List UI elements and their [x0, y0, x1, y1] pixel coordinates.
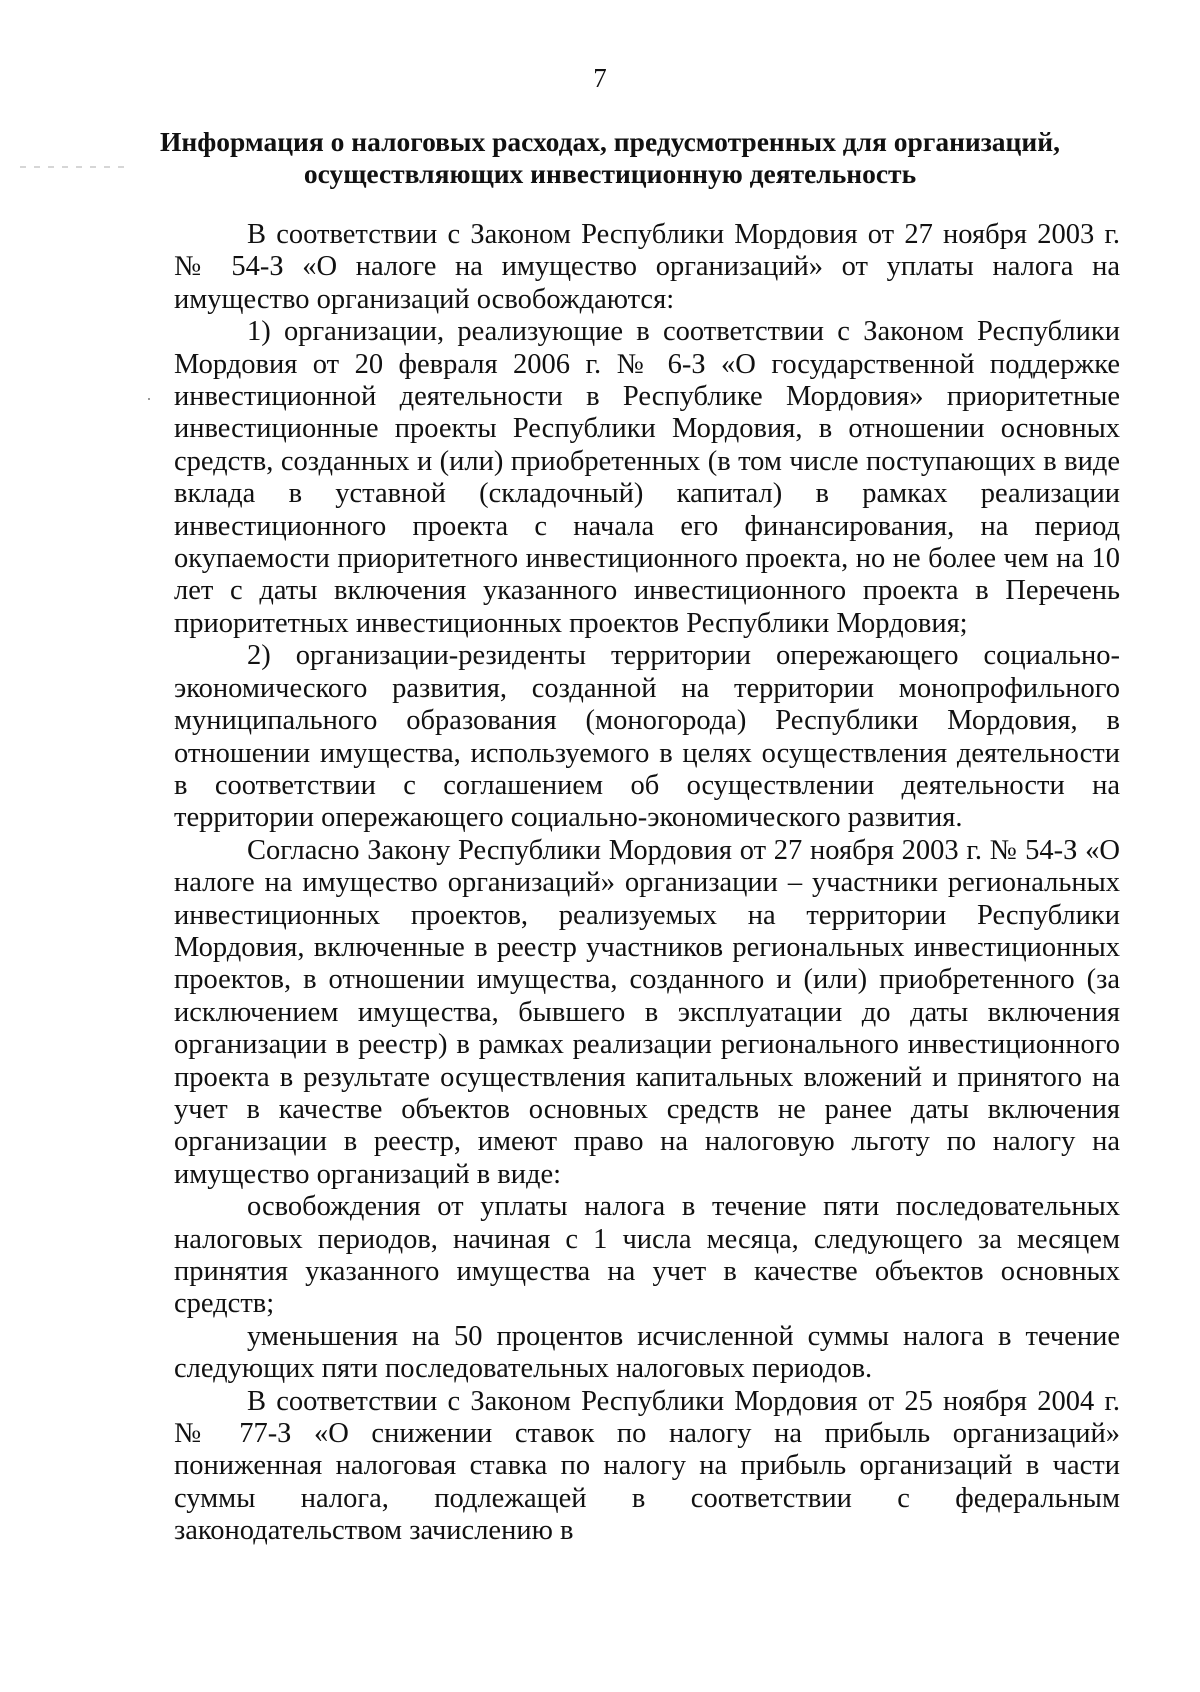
paragraph-regional-projects: Согласно Закону Республики Мордовия от 27 ноября 2003 г. № 54-З «О налоге на имущество организаций» организации – участники региональных инвестиционных проектов, реализуемых на территории Республики Мордовия, включенные в реестр участников региональных инвестиционных проектов, в отношении имущества, созданного и (или) приобретенного (за исключением имущества, бывшего в эксплуатации до даты включения организации в реестр) в рамках реализации регионального инвестиционного проекта в результате осуществления капитальных вложений и принятого на учет в качестве объектов основных средств не ранее даты включения организации в реестр, имеют право на налоговую льготу по налогу на имущество организаций в виде:: [174, 834, 1120, 1190]
page-number: 7: [593, 63, 607, 93]
paragraph-intro: В соответствии с Законом Республики Мордовия от 27 ноября 2003 г. № 54-З «О налоге на имущество организаций» от уплаты налога на имущество организаций освобождаются:: [174, 219, 1120, 315]
document-title-line-1: Информация о налоговых расходах, предусмотренных для организаций,: [160, 126, 1060, 157]
document-title: [160, 126, 1060, 190]
paragraph-exemption: освобождения от уплаты налога в течение пяти последовательных налоговых периодов, начиная с 1 числа месяца, следующего за месяцем принятия указанного имущества на учет в качестве объектов основных средств;: [174, 1191, 1120, 1320]
scan-artifact-dot: [148, 398, 150, 400]
paragraph-item-2: 2) организации-резиденты территории опережающего социально-экономического развития, созданной на территории монопрофильного муниципального образования (моногорода) Республики Мордовия, в отношении имущества, используемого в целях осуществления деятельности в соответствии с соглашением об осуществлении деятельности на территории опережающего социально-экономического развития.: [174, 640, 1120, 834]
document-body: [174, 219, 1120, 1548]
document-title-line-2: осуществляющих инвестиционную деятельность: [303, 158, 917, 189]
paragraph-profit-tax: В соответствии с Законом Республики Мордовия от 25 ноября 2004 г. № 77-З «О снижении ставок по налогу на прибыль организаций» пониженная налоговая ставка по налогу на прибыль организаций в части суммы налога, подлежащей в соответствии с федеральным законодательством зачислению в: [174, 1385, 1120, 1547]
paragraph-item-1: 1) организации, реализующие в соответствии с Законом Республики Мордовия от 20 февраля 2006 г. № 6-З «О государственной поддержке инвестиционной деятельности в Республике Мордовия» приоритетные инвестиционные проекты Республики Мордовия, в отношении основных средств, созданных и (или) приобретенных (в том числе поступающих в виде вклада в уставной (складочный) капитал) в рамках реализации инвестиционного проекта с начала его финансирования, на период окупаемости приоритетного инвестиционного проекта, но не более чем на 10 лет с даты включения указанного инвестиционного проекта в Перечень приоритетных инвестиционных проектов Республики Мордовия;: [174, 316, 1120, 639]
paragraph-reduction: уменьшения на 50 процентов исчисленной суммы налога в течение следующих пяти последовательных налоговых периодов.: [174, 1320, 1120, 1385]
scan-artifact: [20, 166, 130, 168]
